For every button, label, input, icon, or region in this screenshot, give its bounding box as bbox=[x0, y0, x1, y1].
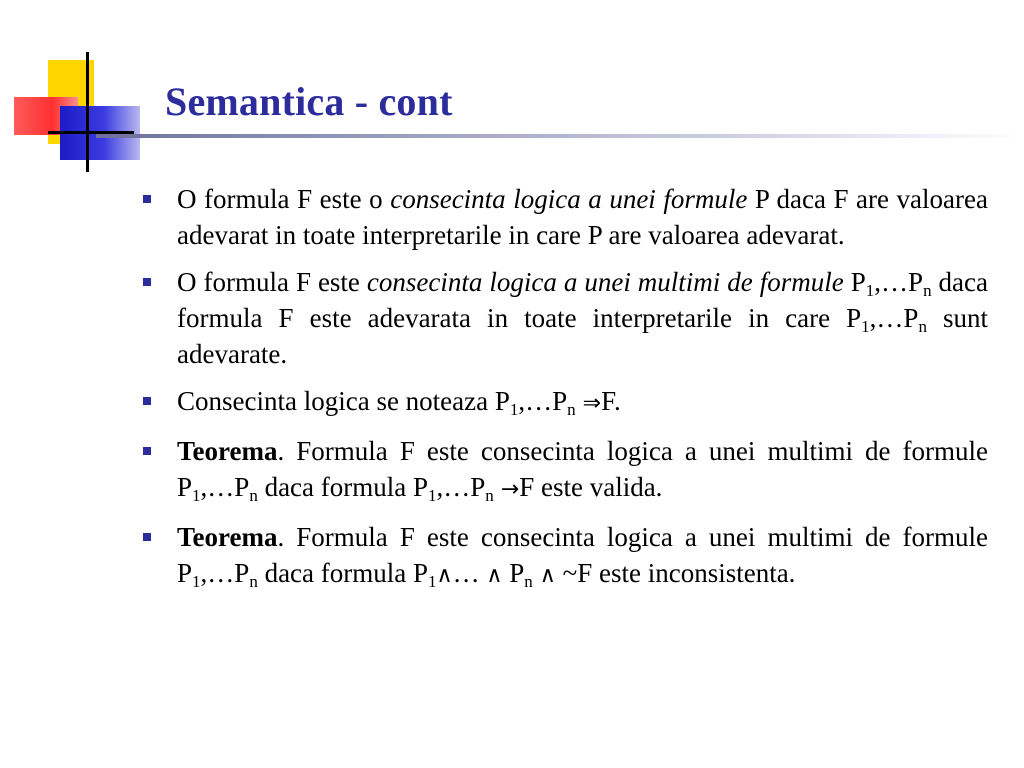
and-symbol: ∧ bbox=[436, 563, 453, 588]
bullet-text: Teorema. Formula F este consecinta logica a unei multimi de formule $P_1,\dots P_n$ daca formula $P_1,\dots P_n \to F$ este valida. bbox=[177, 436, 988, 505]
bullet-item bbox=[140, 181, 988, 253]
and-symbol: ∧ bbox=[532, 563, 556, 588]
bullet-list bbox=[140, 181, 988, 605]
bullet-square-icon bbox=[143, 195, 151, 203]
bullet-square-icon bbox=[143, 397, 151, 405]
bullet-square-icon bbox=[143, 533, 151, 541]
bullet-square-icon bbox=[143, 278, 151, 286]
bullet-square-icon bbox=[143, 447, 151, 455]
bullet-text: Teorema. Formula F este consecinta logica a unei multimi de formule $P_1,\dots P_n$ daca formula $P_1\wedge\dots$ ∧ $P_n$ ∧ ~F este inconsistenta. bbox=[177, 522, 988, 591]
bullet-text: Consecinta logica se noteaza $P_1,\dots P_n$ ⇒F. bbox=[177, 386, 621, 419]
emphasis: consecinta logica a unei formule bbox=[390, 184, 748, 214]
theorem-label: Teorema bbox=[177, 436, 278, 466]
emphasis: consecinta logica a unei multimi de formule bbox=[366, 267, 844, 297]
title-underline bbox=[96, 134, 1024, 138]
implication-arrow-symbol: → bbox=[493, 477, 520, 502]
bullet-text: O formula F este consecinta logica a unei multimi de formule $P_1,\dots P_n$ daca formula F este adevarata in toate interpretarile in care $P_1,\dots P_n$ sunt adevarate. bbox=[177, 267, 989, 369]
slide-title: Semantica - cont bbox=[165, 79, 453, 124]
bullet-item bbox=[140, 264, 988, 372]
bullet-item bbox=[140, 383, 988, 422]
theorem-label: Teorema bbox=[177, 522, 278, 552]
implies-symbol: ⇒ bbox=[575, 391, 602, 416]
bullet-text: O formula F este o consecinta logica a unei formule P daca F are valoarea adevarat in toate interpretarile in care P are valoarea adevarat. bbox=[177, 184, 988, 250]
bullet-item bbox=[140, 519, 988, 594]
and-symbol: ∧ bbox=[486, 563, 503, 588]
logo-vertical-line bbox=[86, 52, 89, 172]
bullet-item bbox=[140, 433, 988, 508]
